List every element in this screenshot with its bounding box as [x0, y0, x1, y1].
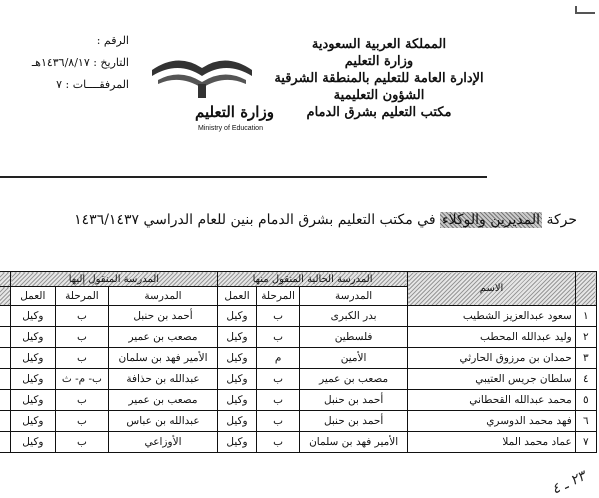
table-row [0, 432, 597, 453]
header-current-school-group: المدرسة الحالية المنقول منها [217, 272, 408, 287]
current-school: أحمد بن حنبل [299, 390, 408, 411]
title-rest: في مكتب التعليم بشرق الدمام بنين للعام الدراسي ١٤٣٦/١٤٣٧ [74, 212, 436, 228]
target-role: وكيل [11, 327, 56, 348]
cut-off-cell [0, 411, 11, 432]
target-role: وكيل [11, 369, 56, 390]
attachments-value: ٧ [56, 78, 63, 91]
employee-name: سعود عبدالعزيز الشطيب [408, 306, 575, 327]
current-stage: م [257, 348, 300, 369]
cut-off-cell [0, 306, 11, 327]
cut-off-cell [0, 390, 11, 411]
row-number: ٤ [575, 369, 596, 390]
current-stage: ب [257, 369, 300, 390]
header-divider [0, 176, 487, 178]
header-cut-off [0, 287, 11, 306]
current-role: وكيل [217, 411, 257, 432]
attachments-label: المرفقــــات : [65, 78, 129, 91]
letterhead-line: مكتب التعليم بشرق الدمام [306, 105, 452, 120]
date-line [1, 52, 129, 74]
current-school: فلسطين [299, 327, 408, 348]
header-new-school: المدرسة [109, 287, 218, 306]
title-prefix: حركة [546, 212, 577, 228]
current-school: الأمير فهد بن سلمان [299, 432, 408, 453]
table-row [0, 327, 597, 348]
current-role: وكيل [217, 348, 257, 369]
current-role: وكيل [217, 306, 257, 327]
target-stage: ب [55, 390, 109, 411]
target-role: وكيل [11, 390, 56, 411]
date-label: التاريخ : [93, 56, 129, 69]
header-cur-school: المدرسة [299, 287, 408, 306]
target-stage: ب- م- ث [55, 369, 109, 390]
current-role: وكيل [217, 327, 257, 348]
current-school: بدر الكبرى [299, 306, 408, 327]
ref-label: الرقم : [96, 34, 129, 47]
table-row [0, 348, 597, 369]
cut-off-cell [0, 369, 11, 390]
header-name: الاسم [408, 272, 575, 306]
employee-name: سلطان جريس العتيبي [408, 369, 575, 390]
current-stage: ب [257, 432, 300, 453]
employee-name: عماد محمد الملا [408, 432, 575, 453]
table-row [0, 306, 597, 327]
target-school: أحمد بن حنبل [109, 306, 218, 327]
logo-english-text: Ministry of Education [198, 125, 263, 132]
header-number [575, 272, 596, 306]
letterhead-line: الإدارة العامة للتعليم بالمنطقة الشرقية [274, 71, 484, 86]
current-role: وكيل [217, 369, 257, 390]
current-stage: ب [257, 390, 300, 411]
target-school: الأمير فهد بن سلمان [109, 348, 218, 369]
header-target-school-group: المدرسة المنقول إليها [11, 272, 218, 287]
cut-off-cell [0, 432, 11, 453]
row-number: ٦ [575, 411, 596, 432]
target-stage: ب [55, 327, 109, 348]
employee-name: حمدان بن مرزوق الحارثي [408, 348, 575, 369]
target-stage: ب [55, 432, 109, 453]
ref-line [1, 30, 129, 52]
current-stage: ب [257, 306, 300, 327]
row-number: ١ [575, 306, 596, 327]
current-school: مصعب بن عمير [299, 369, 408, 390]
document-meta [1, 30, 129, 96]
logo-arabic-text: وزارة التعليم [195, 103, 274, 121]
current-stage: ب [257, 327, 300, 348]
header-cur-work: العمل [217, 287, 257, 306]
current-role: وكيل [217, 432, 257, 453]
header-new-stage: المرحلة [55, 287, 109, 306]
table-row [0, 390, 597, 411]
target-stage: ب [55, 306, 109, 327]
target-school: مصعب بن عمير [109, 327, 218, 348]
table-row [0, 369, 597, 390]
target-role: وكيل [11, 348, 56, 369]
employee-name: وليد عبدالله المحطب [408, 327, 575, 348]
header-cur-stage: المرحلة [257, 287, 300, 306]
target-stage: ب [55, 411, 109, 432]
target-role: وكيل [11, 432, 56, 453]
row-number: ٣ [575, 348, 596, 369]
corner-mark [575, 6, 595, 14]
current-school: الأمين [299, 348, 408, 369]
header-new-work: العمل [11, 287, 56, 306]
transfers-table [0, 271, 597, 453]
employee-name: فهد محمد الدوسري [408, 411, 575, 432]
cut-off-cell [0, 348, 11, 369]
header-cut-off [0, 272, 11, 287]
letterhead-line: المملكة العربية السعودية [311, 37, 447, 52]
handwritten-annotation: ٢٣ ـ ٤ [549, 468, 589, 498]
letterhead-line: وزارة التعليم [344, 54, 414, 69]
current-role: وكيل [217, 390, 257, 411]
target-stage: ب [55, 348, 109, 369]
employee-name: محمد عبدالله القحطاني [408, 390, 575, 411]
target-role: وكيل [11, 411, 56, 432]
target-school: مصعب بن عمير [109, 390, 218, 411]
target-role: وكيل [11, 306, 56, 327]
date-value: ١٤٣٦/٨/١٧هـ [31, 56, 90, 69]
target-school: الأوزاعي [109, 432, 218, 453]
document-title [74, 212, 577, 228]
target-school: عبدالله بن عباس [109, 411, 218, 432]
row-number: ٢ [575, 327, 596, 348]
attachments-line [1, 74, 129, 96]
target-school: عبدالله بن حذافة [109, 369, 218, 390]
letterhead [259, 36, 499, 121]
letterhead-line: الشؤون التعليمية [333, 88, 425, 103]
row-number: ٧ [575, 432, 596, 453]
current-stage: ب [257, 411, 300, 432]
title-highlight: المديرين والوكلاء [442, 212, 540, 228]
table-row [0, 411, 597, 432]
row-number: ٥ [575, 390, 596, 411]
current-school: أحمد بن حنبل [299, 411, 408, 432]
cut-off-cell [0, 327, 11, 348]
